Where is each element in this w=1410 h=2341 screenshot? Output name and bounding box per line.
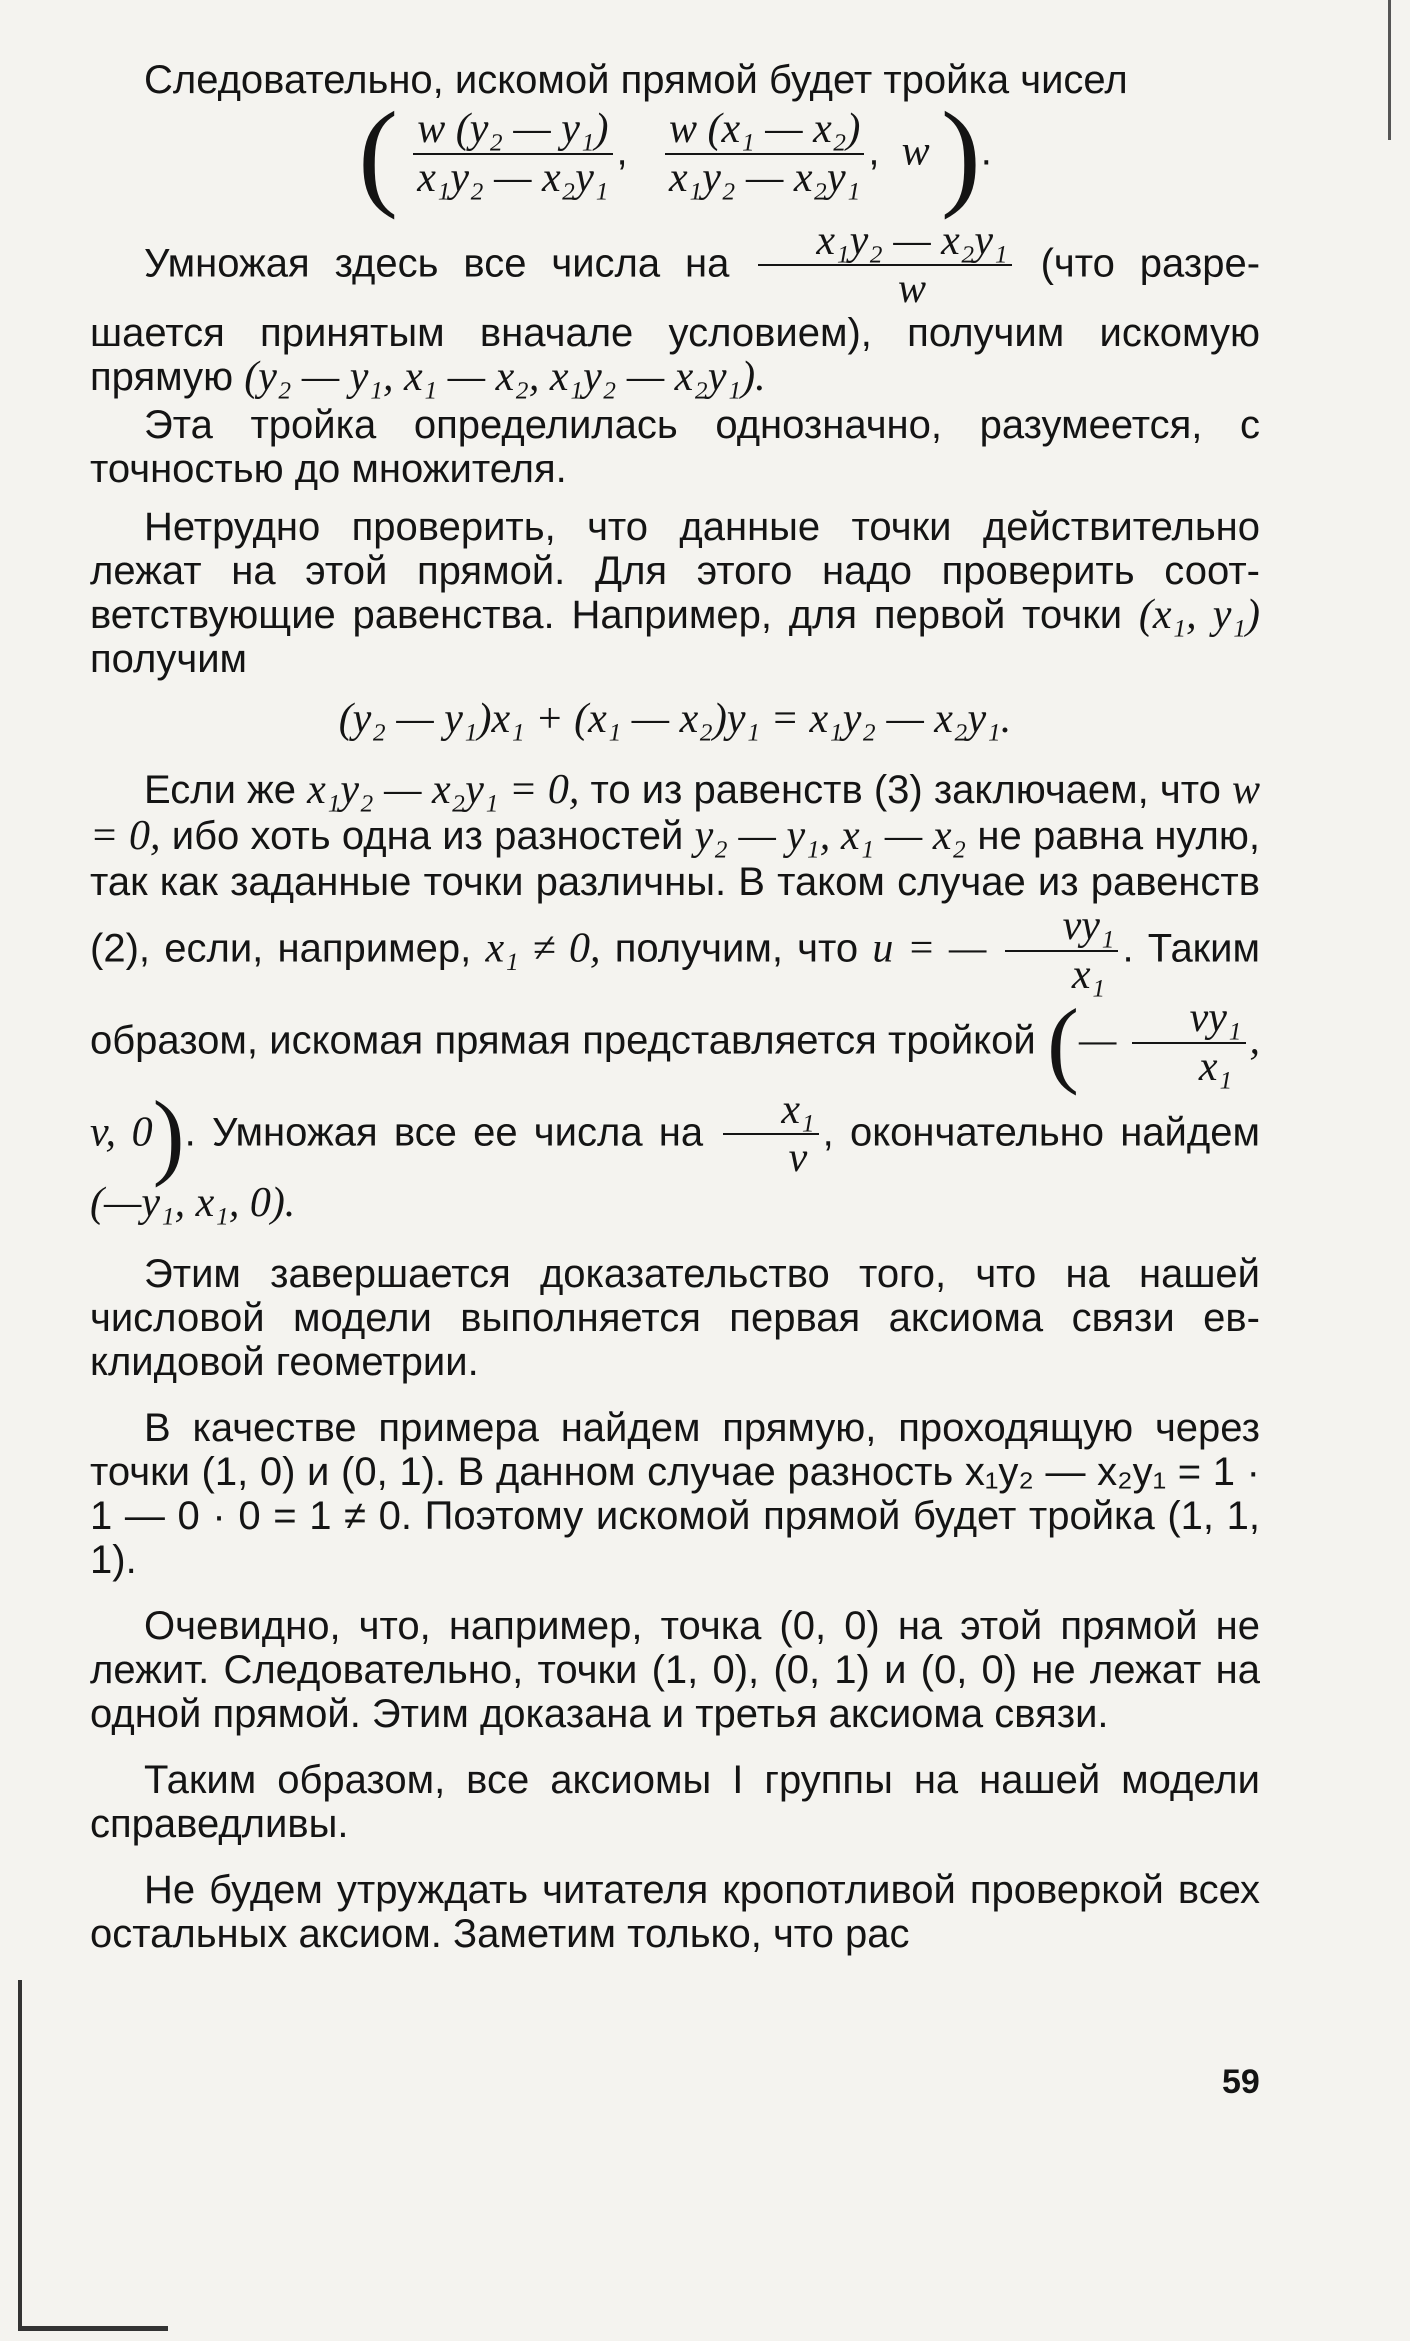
paragraph-10: Не будем утруждать читателя кропотливой проверкой всех остальных аксиом. Заметим только, что рас [90, 1868, 1260, 1957]
scan-edge-right [1388, 0, 1391, 140]
paragraph-9: Таким образом, все аксиомы I группы на нашей модели справедливы. [90, 1758, 1260, 1847]
triple-expression: ( $\frac{\text{w (y₂ — y₁)}}{\text{x₁y₂ — x₂y₁}}$ , $\frac{\text{w (x₁ — x₂)}}{\text{x₁y₂ — x₂y₁}}$ , w ). [358, 86, 992, 220]
fraction-a: $\frac{\text{w (y₂ — y₁)}}{\text{x₁y₂ — x₂y₁}}$ [413, 108, 612, 200]
equation-1: (y₂ — y₁)x₁ + (x₁ — x₂)y₁ = x₁y₂ — x₂y₁. [338, 696, 1012, 743]
fraction-b: $\frac{\text{w (x₁ — x₂)}}{\text{x₁y₂ — x₂y₁}}$ [665, 108, 864, 200]
paragraph-2: Умножая здесь все числа на $\frac{\text{x₁y₂ — x₂y₁}}{w}$ (что разрешается принятым вначале условием), получим искомую прямую (y₂ — y₁, x₁ — x₂, x₁y₂ — x₂y₁). [90, 217, 1261, 401]
fraction-x-over-v: $\frac{\text{x₁}}{v}$ [723, 1089, 818, 1181]
fraction-u: $\frac{\text{vy₁}}{\text{x₁}}$ [1005, 905, 1119, 997]
scan-edge-bottom [18, 2326, 168, 2331]
fraction-triple: $\frac{\text{vy₁}}{\text{x₁}}$ [1132, 997, 1246, 1089]
scan-edge-left [18, 1980, 22, 2330]
paragraph-5: Если же x₁y₂ — x₂y₁ = 0, то из равенств (3) заключаем, что w = 0, ибо хоть одна из разностей y₂ — y₁, x₁ — x₂ не равна нулю, так как заданные точки различны. В таком случае из равенств (2), если, например, x₁ ≠ 0, получим, что u = — $\frac{\text{vy₁}}{\text{x₁}}$ . Таким образом, искомая прямая представляется тройкой (— $\frac{\text{vy₁}}{\text{x₁}}$ , v, 0). Умножая все ее числа на $\frac{\text{x₁}}{v}$ , окончательно найдем (—y₁, x₁, 0). [90, 767, 1261, 1227]
paragraph-6: Этим завершается доказательство того, что на нашей числовой модели выполняется первая аксиома связи евклидовой геометрии. [90, 1252, 1260, 1385]
page-text [90, 58, 1260, 1956]
fraction-multiplier: $\frac{\text{x₁y₂ — x₂y₁}}{w}$ [758, 220, 1011, 312]
triple-w: w [901, 128, 930, 175]
paragraph-7: В качестве примера найдем прямую, проходящую через точки (1, 0) и (0, 1). В данном случае разность x₁y₂ — x₂y₁ = 1 · 1 — 0 · 0 = 1 ≠ 0. Поэтому искомой прямой будет тройка (1, 1, 1). [90, 1406, 1260, 1583]
page-number: 59 [1222, 2063, 1260, 2101]
paragraph-8: Очевидно, что, например, точка (0, 0) на этой прямой не лежит. Следовательно, точки (1, 0), (0, 1) и (0, 0) не лежат на одной прямой. Этим доказана и третья аксиома связи. [90, 1604, 1260, 1737]
paragraph-1: Следовательно, искомой прямой будет тройка чисел [144, 58, 1128, 102]
paragraph-4: Нетрудно проверить, что данные точки действительно лежат на этой прямой. Для этого надо проверить соответствующие равенства. Например, для первой точки (x₁, y₁) получим [90, 505, 1260, 682]
paragraph-3: Эта тройка определилась однозначно, разумеется, с точностью до множителя. [90, 403, 1260, 492]
